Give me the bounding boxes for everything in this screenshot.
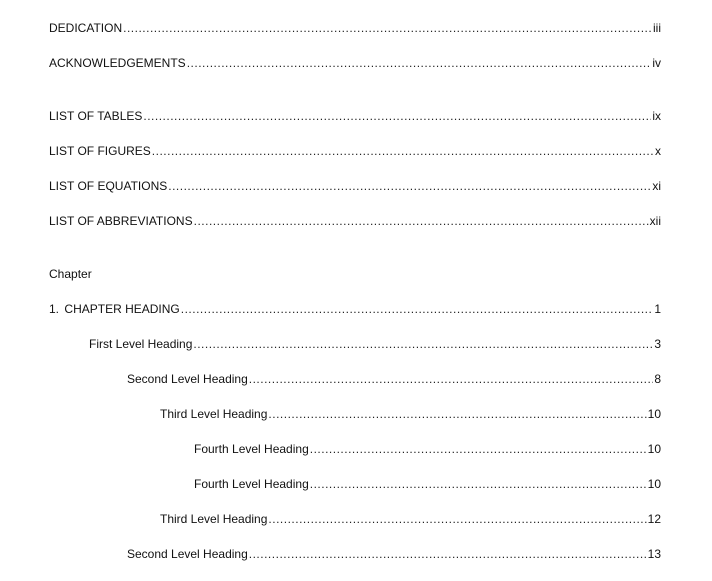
- toc-entry-page: x: [655, 144, 661, 158]
- toc-entry-page: 1: [654, 302, 661, 316]
- toc-entry-second-level[interactable]: [127, 372, 661, 388]
- toc-entry-page: 3: [654, 337, 661, 351]
- toc-entry-chapter-1[interactable]: [49, 302, 661, 318]
- toc-entry-page: iv: [652, 56, 661, 70]
- toc-entry-page: 10: [647, 442, 661, 456]
- toc-entry-acknowledgements[interactable]: [49, 56, 661, 72]
- toc-entry-title: LIST OF EQUATIONS: [49, 179, 168, 193]
- dot-leader: [152, 144, 654, 158]
- chapter-section-label: Chapter: [49, 267, 92, 281]
- dot-leader: [193, 337, 653, 351]
- toc-entry-title: Third Level Heading: [160, 512, 268, 526]
- dot-leader: [181, 302, 654, 316]
- toc-entry-page: ix: [652, 109, 661, 123]
- toc-entry-fourth-level[interactable]: [194, 477, 661, 493]
- toc-entry-title: Second Level Heading: [127, 372, 248, 386]
- toc-entry-title: CHAPTER HEADING: [64, 302, 180, 316]
- toc-entry-first-level[interactable]: [89, 337, 661, 353]
- toc-entry-list-of-figures[interactable]: [49, 144, 661, 160]
- toc-entry-second-level[interactable]: [127, 547, 661, 563]
- toc-entry-dedication[interactable]: [49, 21, 661, 37]
- toc-entry-page: iii: [653, 21, 661, 35]
- toc-entry-title: Third Level Heading: [160, 407, 268, 421]
- toc-entry-list-of-abbreviations[interactable]: [49, 214, 661, 230]
- toc-entry-title: DEDICATION: [49, 21, 123, 35]
- toc-entry-page: xii: [649, 214, 661, 228]
- dot-leader: [310, 477, 647, 491]
- dot-leader: [310, 442, 647, 456]
- dot-leader: [194, 214, 649, 228]
- dot-leader: [123, 21, 652, 35]
- toc-entry-title: First Level Heading: [89, 337, 193, 351]
- dot-leader: [187, 56, 652, 70]
- toc-entry-list-of-tables[interactable]: [49, 109, 661, 125]
- dot-leader: [143, 109, 651, 123]
- toc-entry-page: 12: [647, 512, 661, 526]
- toc-entry-fourth-level[interactable]: [194, 442, 661, 458]
- dot-leader: [268, 407, 646, 421]
- toc-entry-title: LIST OF TABLES: [49, 109, 143, 123]
- toc-entry-title: Second Level Heading: [127, 547, 248, 561]
- toc-entry-page: 13: [647, 547, 661, 561]
- toc-entry-title: LIST OF ABBREVIATIONS: [49, 214, 193, 228]
- toc-entry-page: 10: [647, 407, 661, 421]
- toc-entry-title: LIST OF FIGURES: [49, 144, 151, 158]
- toc-entry-number: 1.: [49, 302, 60, 316]
- toc-entry-list-of-equations[interactable]: [49, 179, 661, 195]
- toc-entry-title: Fourth Level Heading: [194, 442, 309, 456]
- toc-entry-third-level[interactable]: [160, 407, 661, 423]
- toc-entry-title: Fourth Level Heading: [194, 477, 309, 491]
- toc-entry-page: 8: [654, 372, 661, 386]
- dot-leader: [249, 547, 647, 561]
- dot-leader: [268, 512, 646, 526]
- toc-entry-title: ACKNOWLEDGEMENTS: [49, 56, 186, 70]
- toc-entry-third-level[interactable]: [160, 512, 661, 528]
- dot-leader: [168, 179, 651, 193]
- toc-entry-page: xi: [652, 179, 661, 193]
- toc-entry-page: 10: [647, 477, 661, 491]
- dot-leader: [249, 372, 654, 386]
